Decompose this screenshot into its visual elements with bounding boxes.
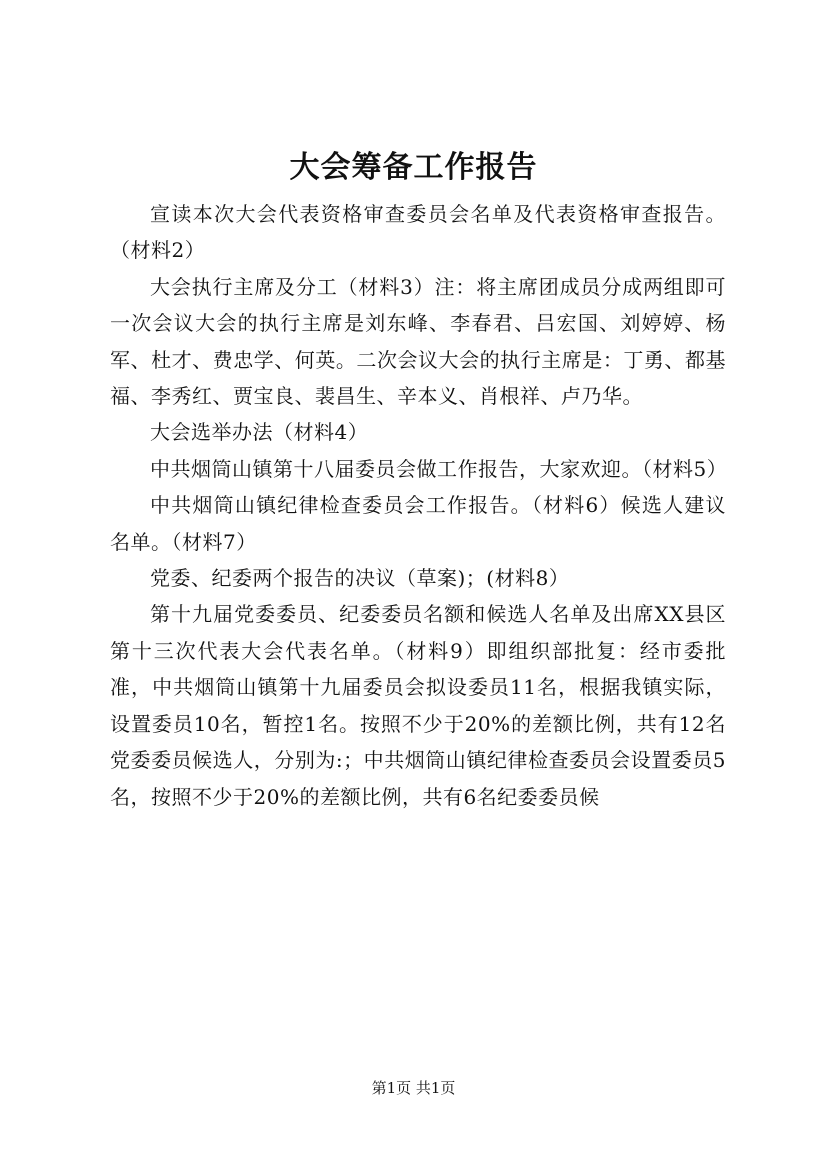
paragraph: 大会执行主席及分工（材料3）注：将主席团成员分成两组即可一次会议大会的执行主席是刘东峰、李春君、吕宏国、刘婷婷、杨军、杜才、费忠学、何英。二次会议大会的执行主席是：丁勇、都基福、李秀红、贾宝良、裴昌生、辛本义、肖根祥、卢乃华。 — [110, 274, 726, 409]
document-title: 大会筹备工作报告 — [289, 150, 538, 185]
paragraph: 党委、纪委两个报告的决议（草案)；(材料8） — [150, 566, 570, 591]
paragraph: 宣读本次大会代表资格审查委员会名单及代表资格审查报告。（材料2） — [110, 202, 726, 263]
page-number-footer: 第1页 共1页 — [371, 1079, 456, 1097]
paragraph: 第十九届党委委员、纪委委员名额和候选人名单及出席XX县区第十三次代表大会代表名单。（材料9）即组织部批复：经市委批准，中共烟筒山镇第十九届委员会拟设委员11名，根据我镇实际，设置委员10名，暂控1名。按照不少于20%的差额比例，共有12名党委委员候选人，分别为:；中共烟筒山镇纪律检查委员会设置委员5名，按照不少于20%的差额比例，共有6名纪委委员候 — [110, 602, 726, 809]
paragraph: 大会选举办法（材料4） — [150, 420, 369, 445]
document-body — [110, 196, 726, 815]
paragraph: 中共烟筒山镇第十八届委员会做工作报告，大家欢迎。（材料5） — [150, 456, 728, 481]
paragraph: 中共烟筒山镇纪律检查委员会工作报告。（材料6）候选人建议名单。（材料7） — [110, 493, 726, 554]
